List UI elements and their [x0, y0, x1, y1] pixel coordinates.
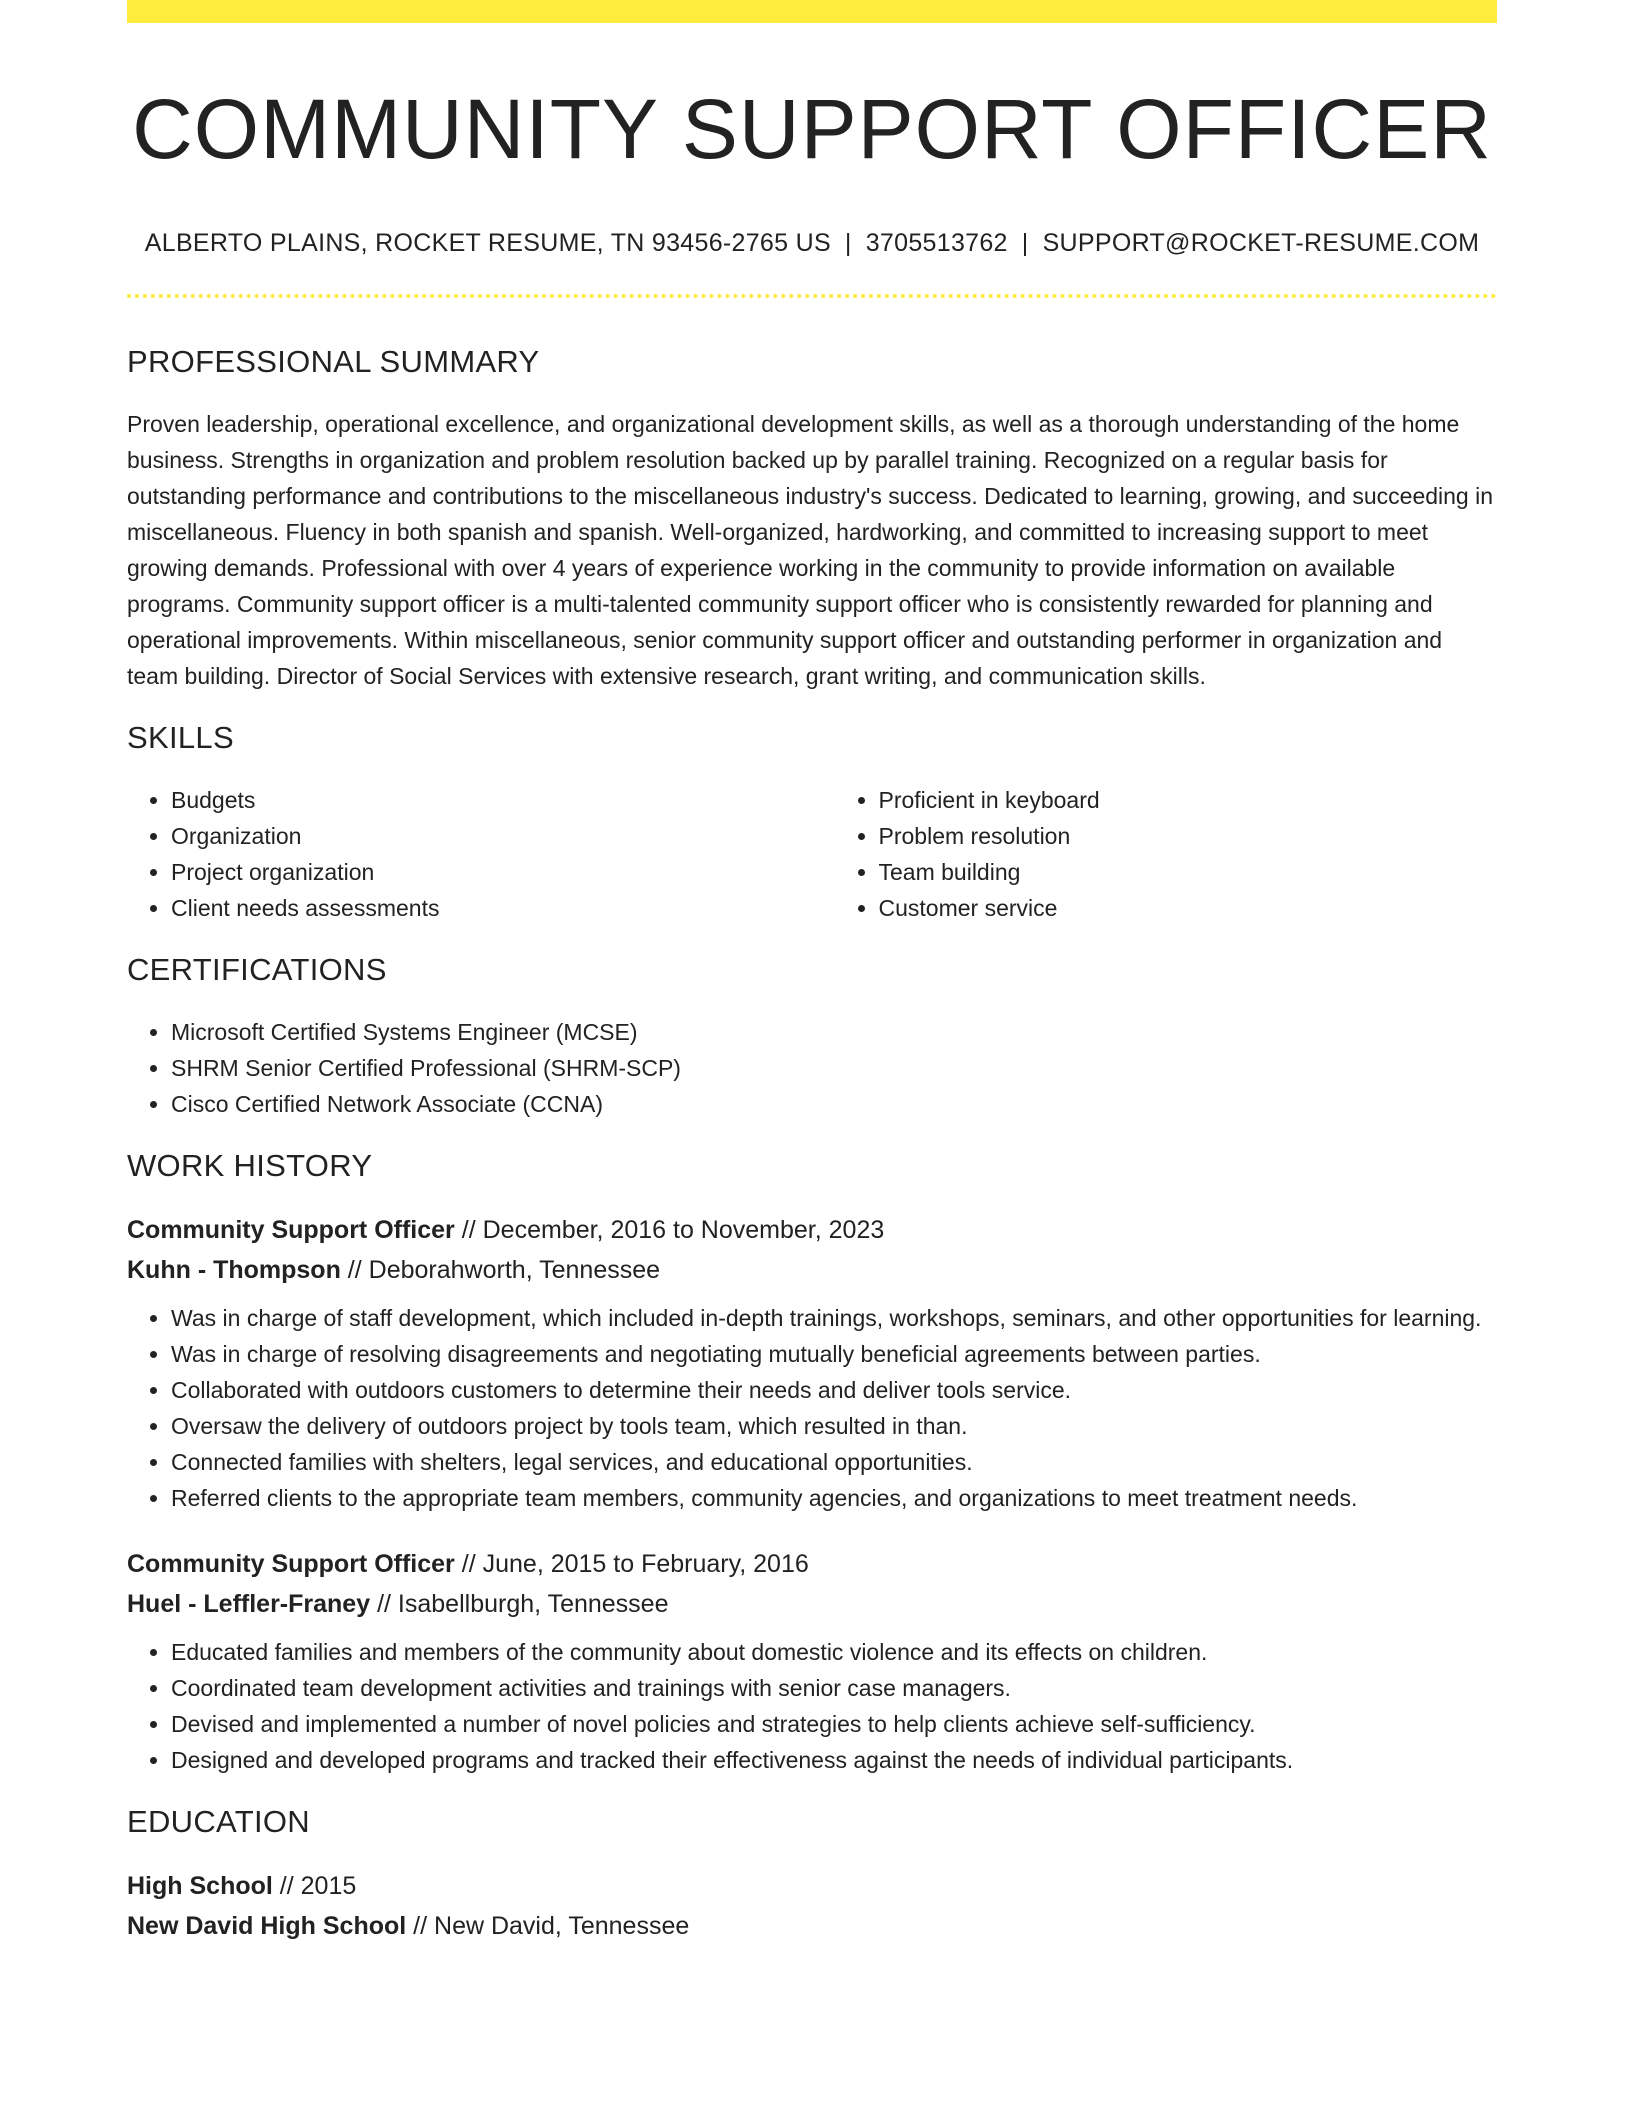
- education-school: New David High School: [127, 1912, 407, 1941]
- skill-item: • Problem resolution: [879, 818, 1498, 854]
- skill-item: • Client needs assessments: [171, 890, 790, 926]
- job-entry: [127, 1544, 1497, 1778]
- contact-line: [127, 229, 1497, 258]
- contact-address: ALBERTO PLAINS, ROCKET RESUME, TN 93456-2765 US: [144, 229, 831, 258]
- job-separator: //: [377, 1590, 391, 1619]
- job-bullet: • Designed and developed programs and tracked their effectiveness against the needs of individual participants.: [171, 1742, 1497, 1778]
- education-year: 2015: [300, 1872, 357, 1901]
- skills-right-list: [835, 782, 1498, 926]
- skill-item: • Proficient in keyboard: [879, 782, 1498, 818]
- job-bullet: • Was in charge of resolving disagreements and negotiating mutually beneficial agreements between parties.: [171, 1336, 1497, 1372]
- contact-phone: 3705513762: [865, 229, 1008, 258]
- job-bullet: • Referred clients to the appropriate team members, community agencies, and organizations to meet treatment needs.: [171, 1480, 1497, 1516]
- skill-item: • Budgets: [171, 782, 790, 818]
- resume-title: COMMUNITY SUPPORT OFFICER: [132, 82, 1492, 176]
- education-separator: //: [279, 1872, 294, 1901]
- education-location: New David, Tennessee: [434, 1912, 690, 1941]
- skill-item: • Customer service: [879, 890, 1498, 926]
- certification-item: • Microsoft Certified Systems Engineer (MCSE): [171, 1014, 1497, 1050]
- job-bullets: [127, 1300, 1497, 1516]
- certifications-list: [127, 1014, 1497, 1122]
- education-degree: High School: [127, 1872, 273, 1901]
- resume-page: [127, 0, 1497, 1946]
- job-location: Isabellburgh, Tennessee: [397, 1590, 669, 1619]
- job-dates: December, 2016 to November, 2023: [482, 1216, 885, 1245]
- summary-heading: PROFESSIONAL SUMMARY: [127, 344, 540, 380]
- certifications-heading: CERTIFICATIONS: [127, 952, 387, 988]
- job-separator: //: [347, 1256, 362, 1285]
- education-heading: EDUCATION: [127, 1804, 310, 1840]
- job-title: Community Support Officer: [127, 1216, 455, 1245]
- job-bullets: [127, 1634, 1497, 1778]
- certification-item: • SHRM Senior Certified Professional (SHRM-SCP): [171, 1050, 1497, 1086]
- job-title-line: [127, 1210, 1497, 1250]
- job-location: Deborahworth, Tennessee: [368, 1256, 661, 1285]
- job-company: Kuhn - Thompson: [127, 1256, 341, 1285]
- skill-item: • Team building: [879, 854, 1498, 890]
- job-company-line: [127, 1584, 1497, 1624]
- job-bullet: • Collaborated with outdoors customers to determine their needs and deliver tools service.: [171, 1372, 1497, 1408]
- skills-section: [127, 720, 1497, 926]
- job-bullet: • Was in charge of staff development, which included in-depth trainings, workshops, seminars, and other opportunities for learning.: [171, 1300, 1497, 1336]
- skills-left-list: [127, 782, 790, 926]
- job-bullet: • Devised and implemented a number of novel policies and strategies to help clients achieve self-sufficiency.: [171, 1706, 1497, 1742]
- education-school-line: [127, 1906, 1497, 1946]
- skills-grid: [127, 782, 1497, 926]
- summary-text: Proven leadership, operational excellence, and organizational development skills, as well as a thorough understanding of the home business. Strengths in organization and problem resolution backed up by parallel training. Recognized on a regular basis for outstanding performance and contributions to the miscellaneous industry's success. Dedicated to learning, growing, and succeeding in miscellaneous. Fluency in both spanish and spanish. Well-organized, hardworking, and committed to increasing support to meet growing demands. Professional with over 4 years of experience working in the community to provide information on available programs. Community support officer is a multi-talented community support officer who is consistently rewarded for planning and operational improvements. Within miscellaneous, senior community support officer and outstanding performer in organization and team building. Director of Social Services with extensive research, grant writing, and communication skills.: [127, 411, 1494, 690]
- contact-separator: |: [1021, 229, 1029, 258]
- work-history-section: [127, 1148, 1497, 1778]
- top-accent-bar: [127, 0, 1497, 23]
- job-bullet: • Oversaw the delivery of outdoors project by tools team, which resulted in than.: [171, 1408, 1497, 1444]
- contact-email: SUPPORT@ROCKET-RESUME.COM: [1042, 229, 1480, 258]
- certification-item: • Cisco Certified Network Associate (CCNA): [171, 1086, 1497, 1122]
- job-bullet: • Connected families with shelters, legal services, and educational opportunities.: [171, 1444, 1497, 1480]
- summary-section: [127, 344, 1497, 694]
- job-dates: June, 2015 to February, 2016: [482, 1550, 809, 1579]
- job-bullet: • Coordinated team development activities and trainings with senior case managers.: [171, 1670, 1497, 1706]
- education-entry: [127, 1866, 1497, 1946]
- certifications-section: [127, 952, 1497, 1122]
- job-separator: //: [461, 1550, 476, 1579]
- education-section: [127, 1804, 1497, 1946]
- work-history-heading: WORK HISTORY: [127, 1148, 373, 1184]
- job-title: Community Support Officer: [127, 1550, 455, 1579]
- job-company: Huel - Leffler-Franey: [127, 1590, 371, 1619]
- job-entry: [127, 1210, 1497, 1516]
- skills-heading: SKILLS: [127, 720, 234, 756]
- job-bullet: • Educated families and members of the community about domestic violence and its effects on children.: [171, 1634, 1497, 1670]
- contact-separator: |: [844, 229, 852, 258]
- education-separator: //: [413, 1912, 428, 1941]
- skill-item: • Project organization: [171, 854, 790, 890]
- education-degree-line: [127, 1866, 1497, 1906]
- header-divider: [127, 294, 1497, 298]
- skill-item: • Organization: [171, 818, 790, 854]
- job-separator: //: [461, 1216, 476, 1245]
- job-title-line: [127, 1544, 1497, 1584]
- job-company-line: [127, 1250, 1497, 1290]
